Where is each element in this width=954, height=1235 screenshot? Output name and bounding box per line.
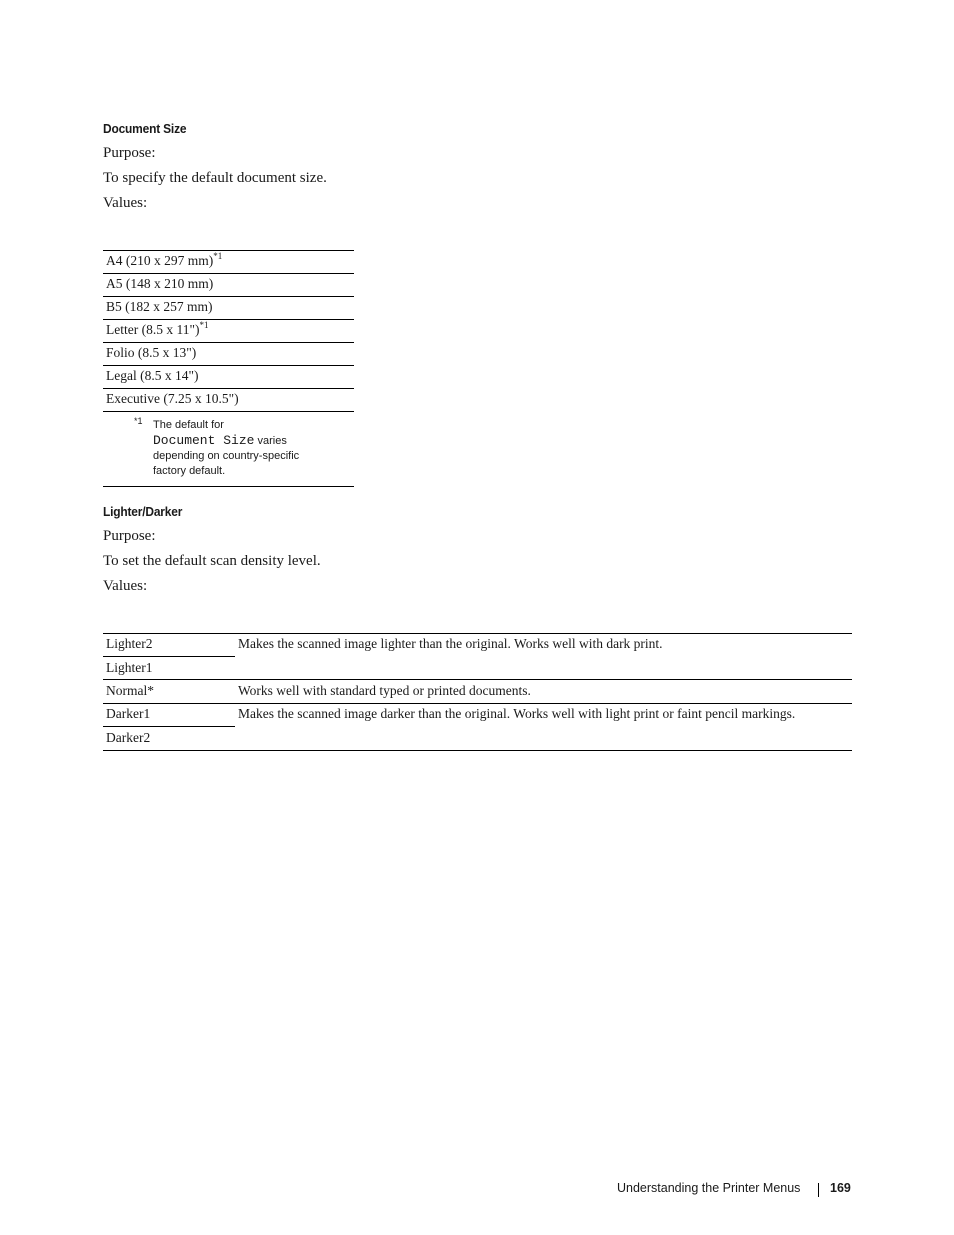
- row-value: Folio (8.5 x 13"): [106, 345, 197, 360]
- row-divider: [103, 679, 852, 680]
- table-row: [103, 273, 354, 296]
- footnote-line: factory default.: [153, 465, 226, 477]
- footnote-code: Document Size: [153, 433, 255, 448]
- row-value: Legal (8.5 x 14"): [106, 368, 199, 383]
- value-name: Normal*: [106, 683, 154, 698]
- lighter-darker-heading: Lighter/Darker: [103, 504, 183, 519]
- row-divider: [103, 726, 235, 727]
- document-size-purpose-text: To specify the default document size.: [103, 170, 327, 186]
- value-name: Lighter1: [106, 660, 153, 675]
- value-name: Darker1: [106, 706, 151, 721]
- document-size-table: [103, 250, 354, 487]
- row-value: B5 (182 x 257 mm): [106, 299, 213, 314]
- table-footnote: [103, 411, 354, 487]
- footnote-suffix: varies: [257, 435, 287, 447]
- page-number: 169: [830, 1181, 851, 1195]
- lighter-darker-values-label: Values:: [103, 578, 148, 594]
- row-value: A4 (210 x 297 mm): [106, 253, 214, 268]
- value-description: Makes the scanned image lighter than the original. Works well with dark print.: [238, 636, 663, 651]
- document-size-values-label: Values:: [103, 195, 148, 211]
- footnote-mark: *1: [134, 416, 143, 426]
- row-divider: [103, 656, 235, 657]
- footnote-ref: *1: [199, 320, 209, 330]
- footnote-line: depending on country-specific: [153, 450, 300, 462]
- footnote-ref: *1: [213, 251, 223, 261]
- lighter-darker-purpose-label: Purpose:: [103, 528, 156, 544]
- row-value: A5 (148 x 210 mm): [106, 276, 214, 291]
- footer-section-title: Understanding the Printer Menus: [617, 1181, 801, 1195]
- value-name: Lighter2: [106, 636, 153, 651]
- table-row: [103, 250, 354, 273]
- table-row: [103, 388, 354, 411]
- document-size-heading: Document Size: [103, 121, 187, 136]
- value-description: Works well with standard typed or printed documents.: [238, 683, 531, 698]
- lighter-darker-purpose-text: To set the default scan density level.: [103, 553, 321, 569]
- value-name: Darker2: [106, 730, 151, 745]
- table-row: [103, 365, 354, 388]
- lighter-darker-table: [103, 633, 852, 751]
- value-description: Makes the scanned image darker than the original. Works well with light print or faint pencil markings.: [238, 706, 796, 721]
- footnote-text: [153, 418, 353, 479]
- footnote-prefix: The default for: [153, 419, 224, 431]
- row-value: Letter (8.5 x 11"): [106, 322, 200, 337]
- footer-divider: [818, 1183, 819, 1197]
- table-row: [103, 296, 354, 319]
- table-row: [103, 342, 354, 365]
- table-row: [103, 319, 354, 342]
- row-value: Executive (7.25 x 10.5"): [106, 391, 239, 406]
- document-size-purpose-label: Purpose:: [103, 145, 156, 161]
